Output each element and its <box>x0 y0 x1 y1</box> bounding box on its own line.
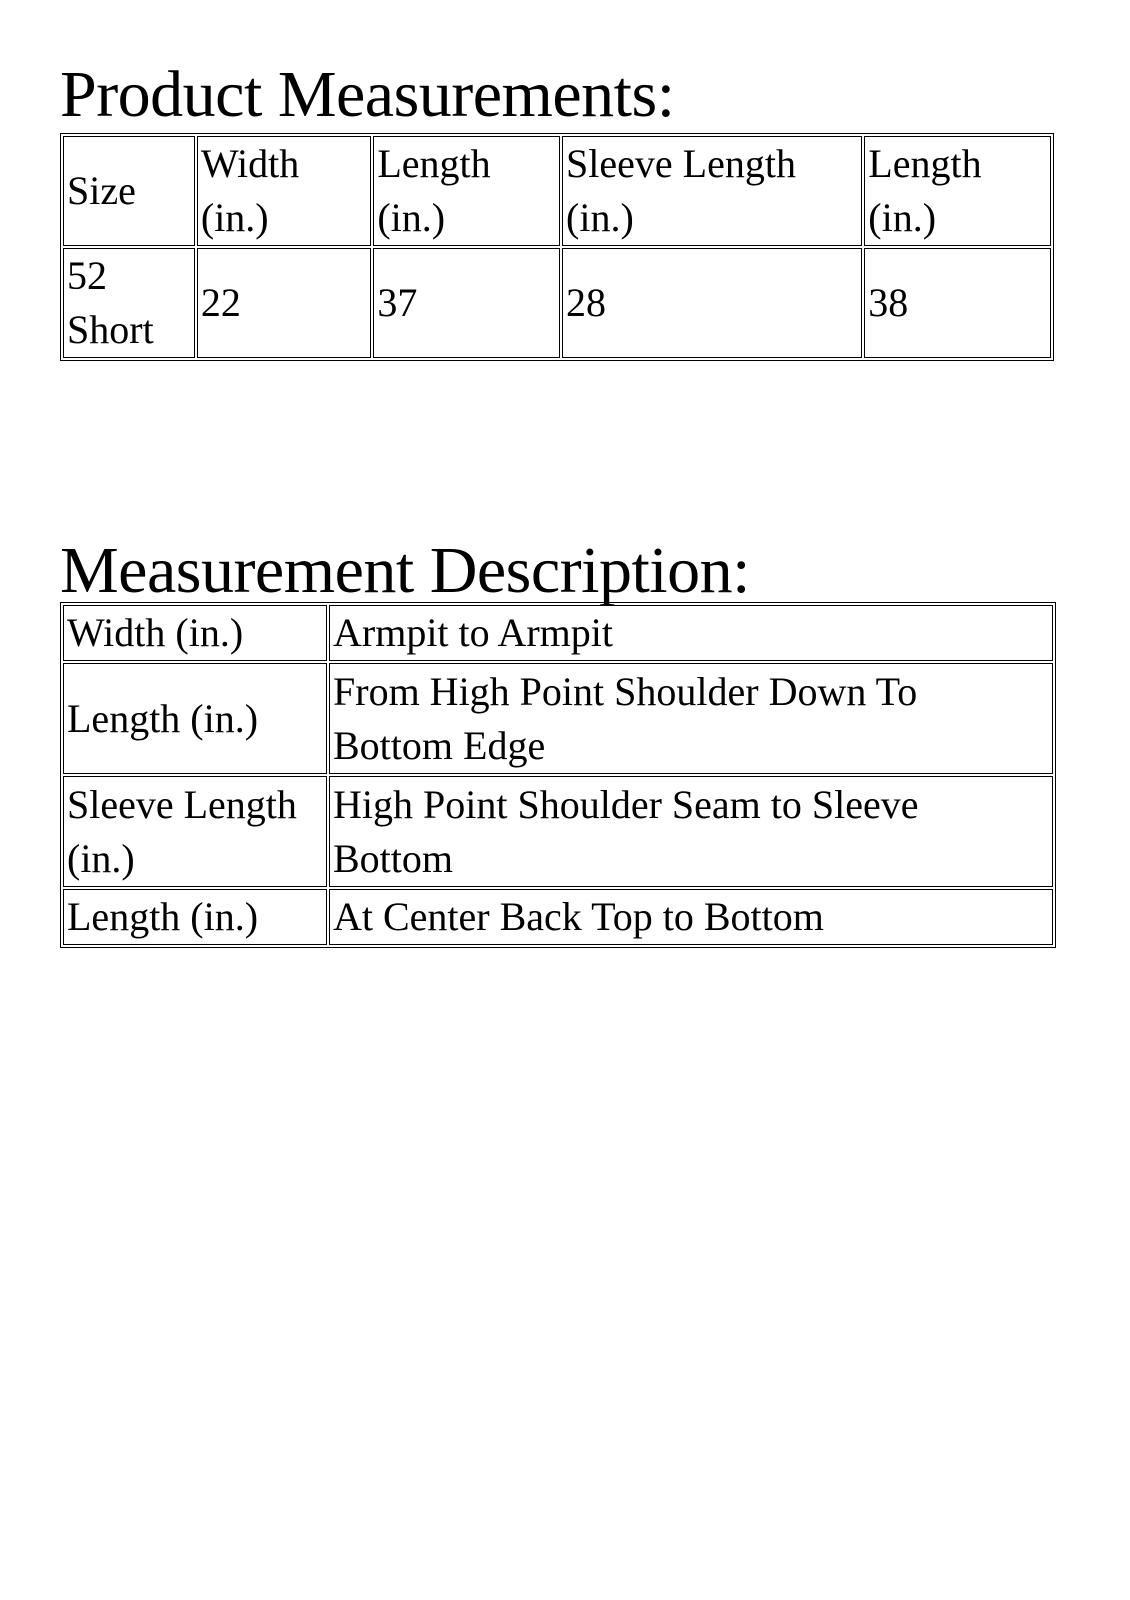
product-measurements-title: Product Measurements: <box>60 58 675 131</box>
desc-text: At Center Back Top to Bottom <box>329 889 1053 945</box>
cell-sleeve-length: 28 <box>562 248 862 358</box>
measurements-table <box>60 133 1054 361</box>
desc-label: Sleeve Length (in.) <box>63 776 327 887</box>
header-length: Length (in.) <box>373 136 560 246</box>
table-row <box>63 889 1053 945</box>
cell-size: 52 Short <box>63 248 195 358</box>
table-row <box>63 776 1053 887</box>
desc-text: From High Point Shoulder Down To Bottom Edge <box>329 663 1053 774</box>
desc-text: High Point Shoulder Seam to Sleeve Bottom <box>329 776 1053 887</box>
cell-length-2: 38 <box>864 248 1051 358</box>
description-table <box>60 602 1056 948</box>
cell-length: 37 <box>373 248 560 358</box>
header-width: Width (in.) <box>197 136 371 246</box>
desc-text: Armpit to Armpit <box>329 605 1053 661</box>
header-length-2: Length (in.) <box>864 136 1051 246</box>
desc-label: Width (in.) <box>63 605 327 661</box>
table-header-row <box>63 136 1051 246</box>
desc-label: Length (in.) <box>63 889 327 945</box>
measurement-description-title: Measurement Description: <box>60 534 750 607</box>
desc-label: Length (in.) <box>63 663 327 774</box>
cell-width: 22 <box>197 248 371 358</box>
header-sleeve-length: Sleeve Length (in.) <box>562 136 862 246</box>
table-row <box>63 663 1053 774</box>
table-row <box>63 605 1053 661</box>
header-size: Size <box>63 136 195 246</box>
table-row <box>63 248 1051 358</box>
